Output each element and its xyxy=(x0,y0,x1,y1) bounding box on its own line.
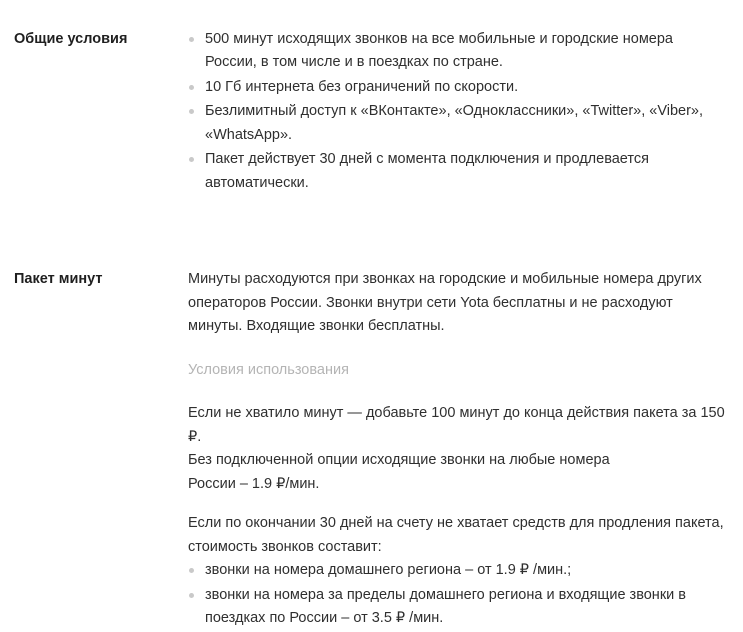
extra-minutes-paragraph xyxy=(188,402,725,496)
minutes-intro-paragraph: Минуты расходуются при звонках на городские и мобильные номера других операторов России. Звонки внутри сети Yota бесплатны и не расходуют минуты. Входящие звонки бесплатны. xyxy=(188,271,702,335)
spacer xyxy=(188,339,725,359)
section-divider-space xyxy=(10,196,725,268)
expiry-line-1: Если по окончании 30 дней на счету не хватает средств для продления пакета, xyxy=(188,515,724,532)
general-conditions-list xyxy=(188,28,725,195)
list-item: Пакет действует 30 дней с момента подключения и продлевается автоматически. xyxy=(188,148,725,195)
call-rates-list xyxy=(188,559,725,630)
section-general-conditions xyxy=(10,28,725,196)
extra-minutes-line-2: Без подключенной опции исходящие звонки на любые номера xyxy=(188,452,610,469)
list-item: 500 минут исходящих звонков на все мобильные и городские номера России, в том числе и в поездках по стране. xyxy=(188,28,725,75)
list-item: 10 Гб интернета без ограничений по скорости. xyxy=(188,76,725,99)
list-item: звонки на номера домашнего региона – от 1.9 ₽ /мин.; xyxy=(188,559,725,582)
section-body-general xyxy=(188,28,725,196)
spacer xyxy=(188,496,725,512)
extra-minutes-line-1: Если не хватило минут — добавьте 100 минут до конца действия пакета за 150 ₽. xyxy=(188,405,725,445)
section-body-minutes xyxy=(188,268,725,631)
list-item: звонки на номера за пределы домашнего региона и входящие звонки в поездках по России – от 3.5 ₽ /мин. xyxy=(188,584,725,631)
usage-conditions-subhead: Условия использования xyxy=(188,361,349,378)
spacer xyxy=(188,382,725,402)
section-minutes-package xyxy=(10,268,725,631)
list-item: Безлимитный доступ к «ВКонтакте», «Одноклассники», «Twitter», «Viber», «WhatsApp». xyxy=(188,100,725,147)
expiry-paragraph xyxy=(188,512,725,559)
expiry-line-2: стоимость звонков составит: xyxy=(188,538,382,555)
section-title-general: Общие условия xyxy=(14,31,128,47)
extra-minutes-line-3: России – 1.9 ₽/мин. xyxy=(188,475,320,492)
section-title-minutes: Пакет минут xyxy=(14,271,103,288)
